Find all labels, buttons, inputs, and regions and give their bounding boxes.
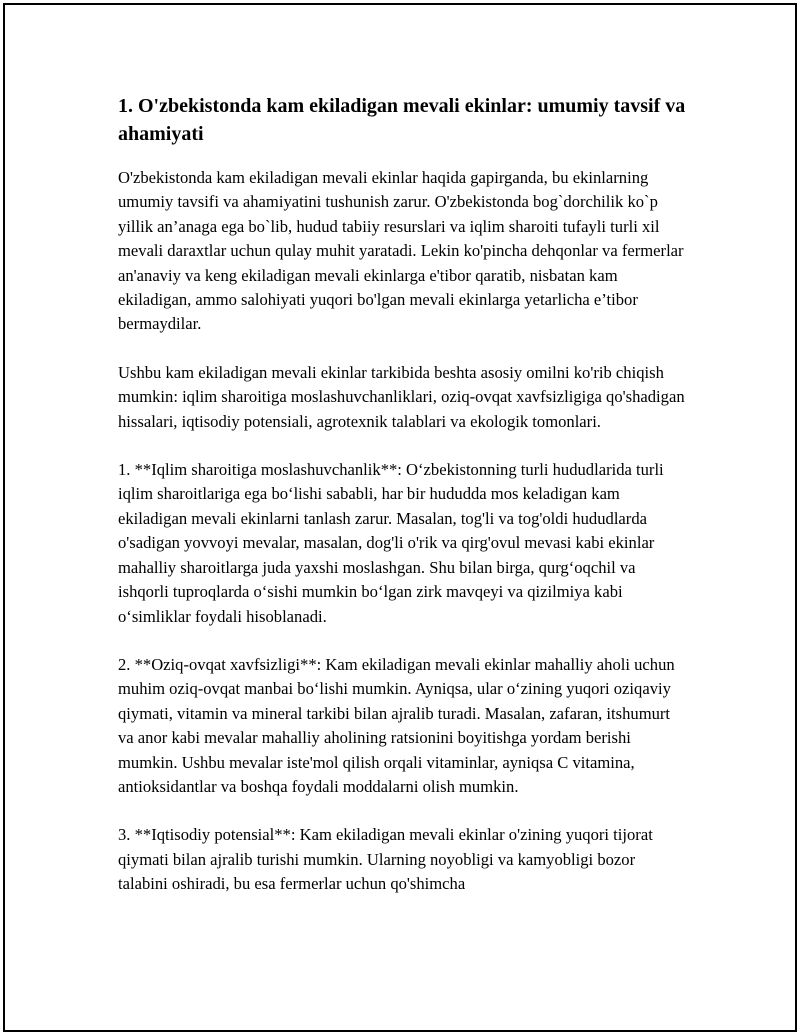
paragraph-factors: Ushbu kam ekiladigan mevali ekinlar tarkibida beshta asosiy omilni ko'rib chiqish mumkin: iqlim sharoitiga moslashuvchanliklari, oziq-ovqat xavfsizligiga qo'shadigan hissalari, iqtisodiy potensiali, agrotexnik talablari va ekologik tomonlari. (118, 362, 685, 431)
paragraph-economic: 3. **Iqtisodiy potensial**: Kam ekiladigan mevali ekinlar o'zining yuqori tijorat qiymati bilan ajralib turishi mumkin. Ularning noyobligi va kamyobligi bozor talabini oshiradi, bu esa fermerlar uchun qo'shimcha (118, 825, 653, 894)
document-body (118, 92, 688, 921)
paragraph-intro: O'zbekistonda kam ekiladigan mevali ekinlar haqida gapirganda, bu ekinlarning umumiy tavsifi va ahamiyatini tushunish zarur. O'zbekistonda bog`dorchilik ko`p yillik an’anaga ega bo`lib, hudud tabiiy resurslari va iqlim sharoiti tufayli turli xil mevali daraxtlar uchun qulay muhit yaratadi. Lekin ko'pincha dehqonlar va fermerlar an'anaviy va keng ekiladigan mevali ekinlarga e'tibor qaratib, nisbatan kam ekiladigan, ammo salohiyati yuqori bo'lgan mevali ekinlarga yetarlicha e’tibor bermaydilar. (118, 168, 684, 334)
section-title: 1. O'zbekistonda kam ekiladigan mevali ekinlar: umumiy tavsif va ahamiyati (118, 95, 686, 145)
paragraph-climate: 1. **Iqlim sharoitiga moslashuvchanlik**: O‘zbekistonning turli hududlarida turli iqlim sharoitlariga ega bo‘lishi sababli, har bir hududda mos keladigan kam ekiladigan mevali ekinlarni tanlash zarur. Masalan, tog'li va tog'oldi hududlarda o'sadigan yovvoyi mevalar, masalan, dog'li o'rik va qirg'ovul mevasi kabi ekinlar mahalliy sharoitlarga juda yaxshi moslashgan. Shu bilan birga, qurg‘oqchil va ishqorli tuproqlarda o‘sishi mumkin bo‘lgan zirk mavqeyi va qizilmiya kabi o‘simliklar foydali hisoblanadi. (118, 460, 664, 626)
paragraph-food-security: 2. **Oziq-ovqat xavfsizligi**: Kam ekiladigan mevali ekinlar mahalliy aholi uchun muhim oziq-ovqat manbai bo‘lishi mumkin. Ayniqsa, ular o‘zining yuqori oziqaviy qiymati, vitamin va mineral tarkibi bilan ajralib turadi. Masalan, zafaran, itshumurt va anor kabi mevalar mahalliy aholining ratsionini boyitishga yordam berishi mumkin. Ushbu mevalar iste'mol qilish orqali vitaminlar, ayniqsa C vitamina, antioksidantlar va boshqa foydali moddalarni olish mumkin. (118, 654, 675, 796)
